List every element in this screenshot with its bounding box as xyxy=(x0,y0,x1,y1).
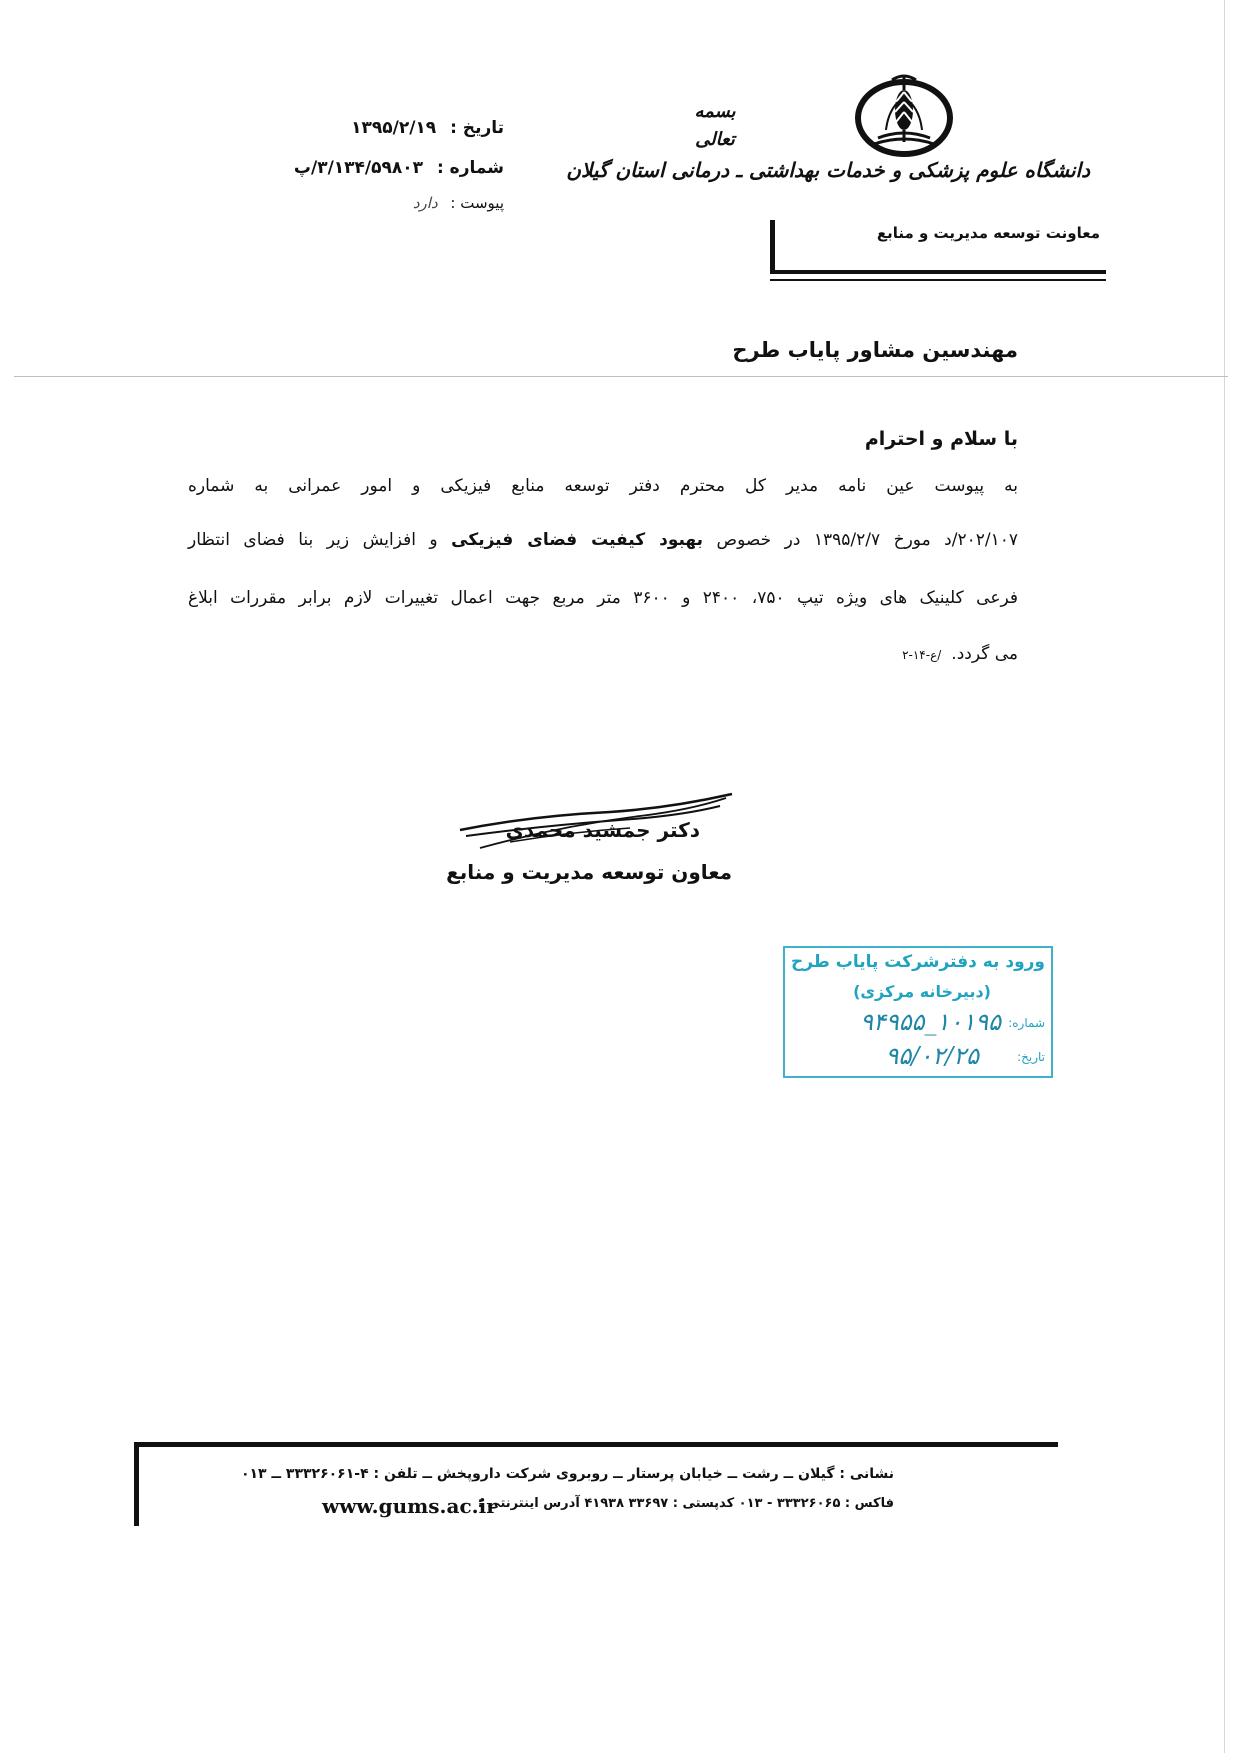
footer-left-bar xyxy=(134,1442,139,1526)
stamp-date-label: تاریخ: xyxy=(1017,1050,1045,1064)
body-line-4-text: می گردد. xyxy=(951,644,1018,664)
body-line-4 xyxy=(902,644,1018,664)
attachment-label: پیوست : xyxy=(450,194,504,212)
university-emblem-icon xyxy=(852,72,956,158)
receipt-stamp xyxy=(783,946,1053,1078)
footer-frame xyxy=(134,1442,1058,1526)
department-label: معاونت توسعه مدیریت و منابع xyxy=(876,224,1100,242)
signatory-name: دکتر جمشید محمدی xyxy=(505,818,700,842)
body-line-2-start: ۲۰۲/۱۰۷/د مورخ ۱۳۹۵/۲/۷ در خصوص xyxy=(716,530,1019,550)
frame-left-bar xyxy=(770,220,775,272)
frame-bottom-thin-bar xyxy=(770,279,1106,281)
number-label: شماره : xyxy=(436,158,504,178)
basmala xyxy=(680,98,750,150)
attachment-value: دارد xyxy=(412,194,438,212)
basmala-text: بسمه تعالی xyxy=(694,101,736,150)
footer-fax-postal: فاکس : ۳۳۳۲۶۰۶۵ - ۰۱۳ کدپستی : ۳۳۶۹۷ ۴۱۹۳۸ آدرس اینترنتی : xyxy=(477,1496,894,1511)
footer-address: نشانی : گیلان ــ رشت ــ خیابان پرستار ــ روبروی شرکت داروپخش ــ تلفن : ۴-۳۳۳۲۶۰۶۱ ــ ۰۱۳ xyxy=(240,1466,894,1482)
number-value: ۳/۱۳۴/۵۹۸۰۳/پ xyxy=(293,158,424,178)
page-edge-line xyxy=(1224,0,1225,1753)
frame-bottom-bar xyxy=(770,270,1106,274)
body-line-2 xyxy=(188,530,1018,550)
footer-top-bar xyxy=(134,1442,1058,1447)
recipient: مهندسین مشاور پایاب طرح xyxy=(732,338,1018,362)
letter-date xyxy=(351,118,504,138)
letter-attachment xyxy=(413,194,504,212)
recipient-divider xyxy=(14,376,1228,377)
stamp-date-value: ۹۵/۰۲/۲۵ xyxy=(885,1042,979,1070)
letter-number xyxy=(294,158,504,178)
date-label: تاریخ : xyxy=(450,118,504,138)
body-reference-code: /ع-۱۴-۲ xyxy=(902,648,942,662)
stamp-number-label: شماره: xyxy=(1008,1016,1045,1030)
greeting: با سلام و احترام xyxy=(864,428,1018,450)
stamp-subtitle: (دبیرخانه مرکزی) xyxy=(853,982,991,1001)
university-name: دانشگاه علوم پزشکی و خدمات بهداشتی ـ درمانی استان گیلان xyxy=(566,158,1090,182)
body-line-2-subject: بهبود کیفیت فضای فیزیکی xyxy=(451,530,704,550)
stamp-title: ورود به دفترشرکت پایاب طرح xyxy=(790,952,1045,972)
body-line-3: فرعی کلینیک های ویژه تیپ ۷۵۰، ۲۴۰۰ و ۳۶۰۰ متر مربع جهت اعمال تغییرات لازم برابر مقررات ابلاغ xyxy=(188,588,1018,608)
signatory-title: معاون توسعه مدیریت و منابع xyxy=(446,860,732,884)
date-value: ۱۳۹۵/۲/۱۹ xyxy=(351,118,437,138)
footer-website-link[interactable]: www.gums.ac.ir xyxy=(322,1494,497,1518)
stamp-number-value: ۱۰۱۹۵_۹۴۹۵۵ xyxy=(860,1008,1001,1036)
body-line-1: به پیوست عین نامه مدیر کل محترم دفتر توسعه منابع فیزیکی و امور عمرانی به شماره xyxy=(188,476,1018,496)
body-line-2-end: و افزایش زیر بنا فضای انتظار xyxy=(188,530,438,550)
